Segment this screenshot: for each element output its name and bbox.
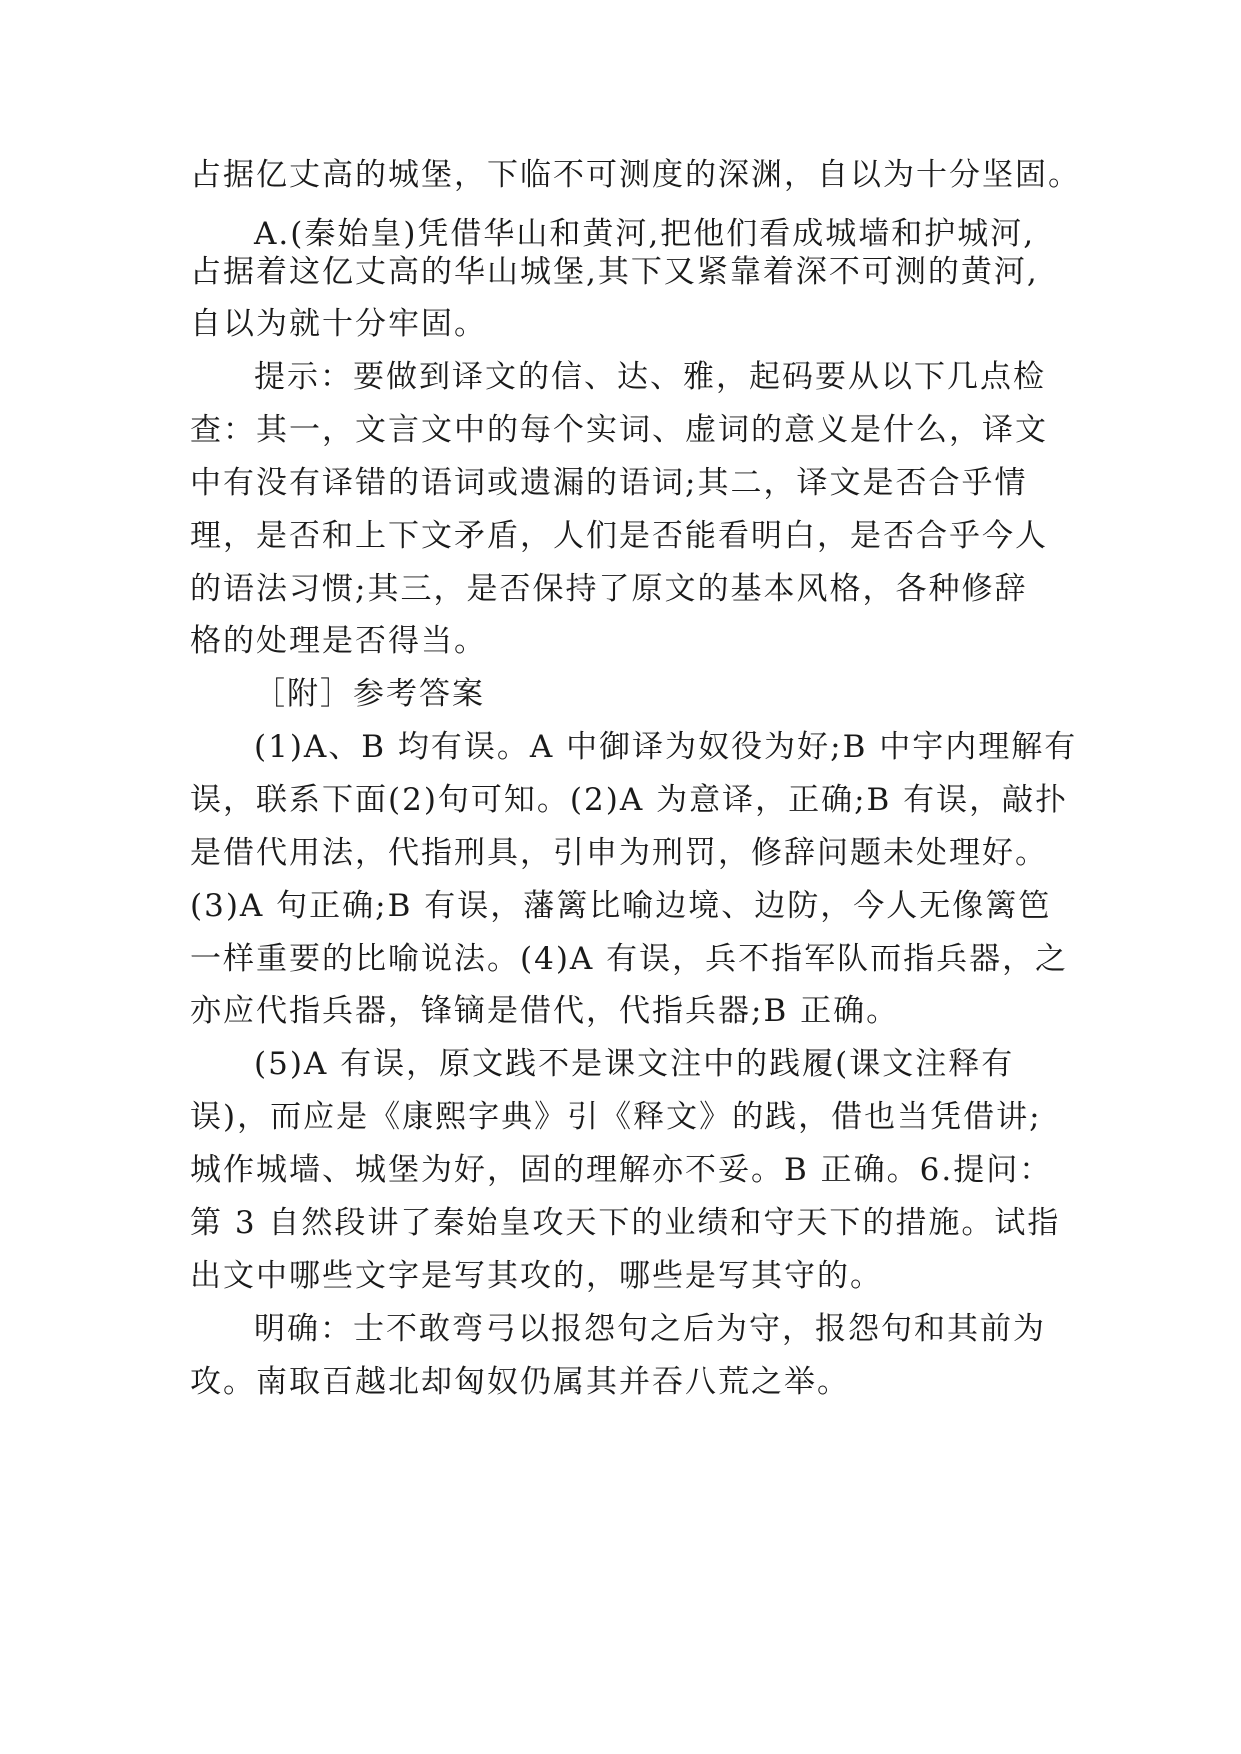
text-line: (3)A 句正确;B 有误，藩篱比喻边境、边防，今人无像篱笆 (190, 888, 1052, 924)
text-line: 格的处理是否得当。 (190, 623, 487, 659)
text-line: 城作城墙、城堡为好，固的理解亦不妥。B 正确。6.提问： (190, 1152, 1053, 1188)
text-line: (5)A 有误，原文践不是课文注中的践履(课文注释有 (254, 1046, 1015, 1082)
text-line: 理，是否和上下文矛盾，人们是否能看明白，是否合乎今人 (190, 518, 1048, 554)
text-line: 一样重要的比喻说法。(4)A 有误，兵不指军队而指兵器，之 (190, 941, 1069, 977)
text-line: 第 3 自然段讲了秦始皇攻天下的业绩和守天下的措施。试指 (190, 1205, 1061, 1241)
text-line: 占据着这亿丈高的华山城堡,其下又紧靠着深不可测的黄河, (190, 254, 1039, 290)
text-line: 误，联系下面(2)句可知。(2)A 为意译，正确;B 有误，敲扑 (190, 782, 1069, 818)
text-line: 中有没有译错的语词或遗漏的语词;其二，译文是否合乎情 (190, 465, 1028, 501)
text-line: 明确：士不敢弯弓以报怨句之后为守，报怨句和其前为 (254, 1311, 1046, 1347)
section-heading: ［附］参考答案 (254, 676, 485, 712)
text-line: 是借代用法，代指刑具，引申为刑罚，修辞问题未处理好。 (190, 835, 1048, 871)
text-line: A.(秦始皇)凭借华山和黄河,把他们看成城墙和护城河, (254, 216, 1036, 252)
text-line: 误)，而应是《康熙字典》引《释文》的践，借也当凭借讲; (190, 1099, 1042, 1135)
text-line: (1)A、B 均有误。A 中御译为奴役为好;B 中宇内理解有 (254, 729, 1078, 765)
text-line: 亦应代指兵器，锋镝是借代，代指兵器;B 正确。 (190, 993, 900, 1029)
text-line: 提示：要做到译文的信、达、雅，起码要从以下几点检 (254, 359, 1046, 395)
text-line: 出文中哪些文字是写其攻的，哪些是写其守的。 (190, 1258, 883, 1294)
text-line: 自以为就十分牢固。 (190, 306, 487, 342)
text-line: 攻。南取百越北却匈奴仍属其并吞八荒之举。 (190, 1364, 850, 1400)
text-line: 查：其一，文言文中的每个实词、虚词的意义是什么，译文 (190, 412, 1048, 448)
text-line: 的语法习惯;其三，是否保持了原文的基本风格，各种修辞 (190, 571, 1028, 607)
text-line: 占据亿丈高的城堡，下临不可测度的深渊，自以为十分坚固。 (190, 157, 1081, 193)
